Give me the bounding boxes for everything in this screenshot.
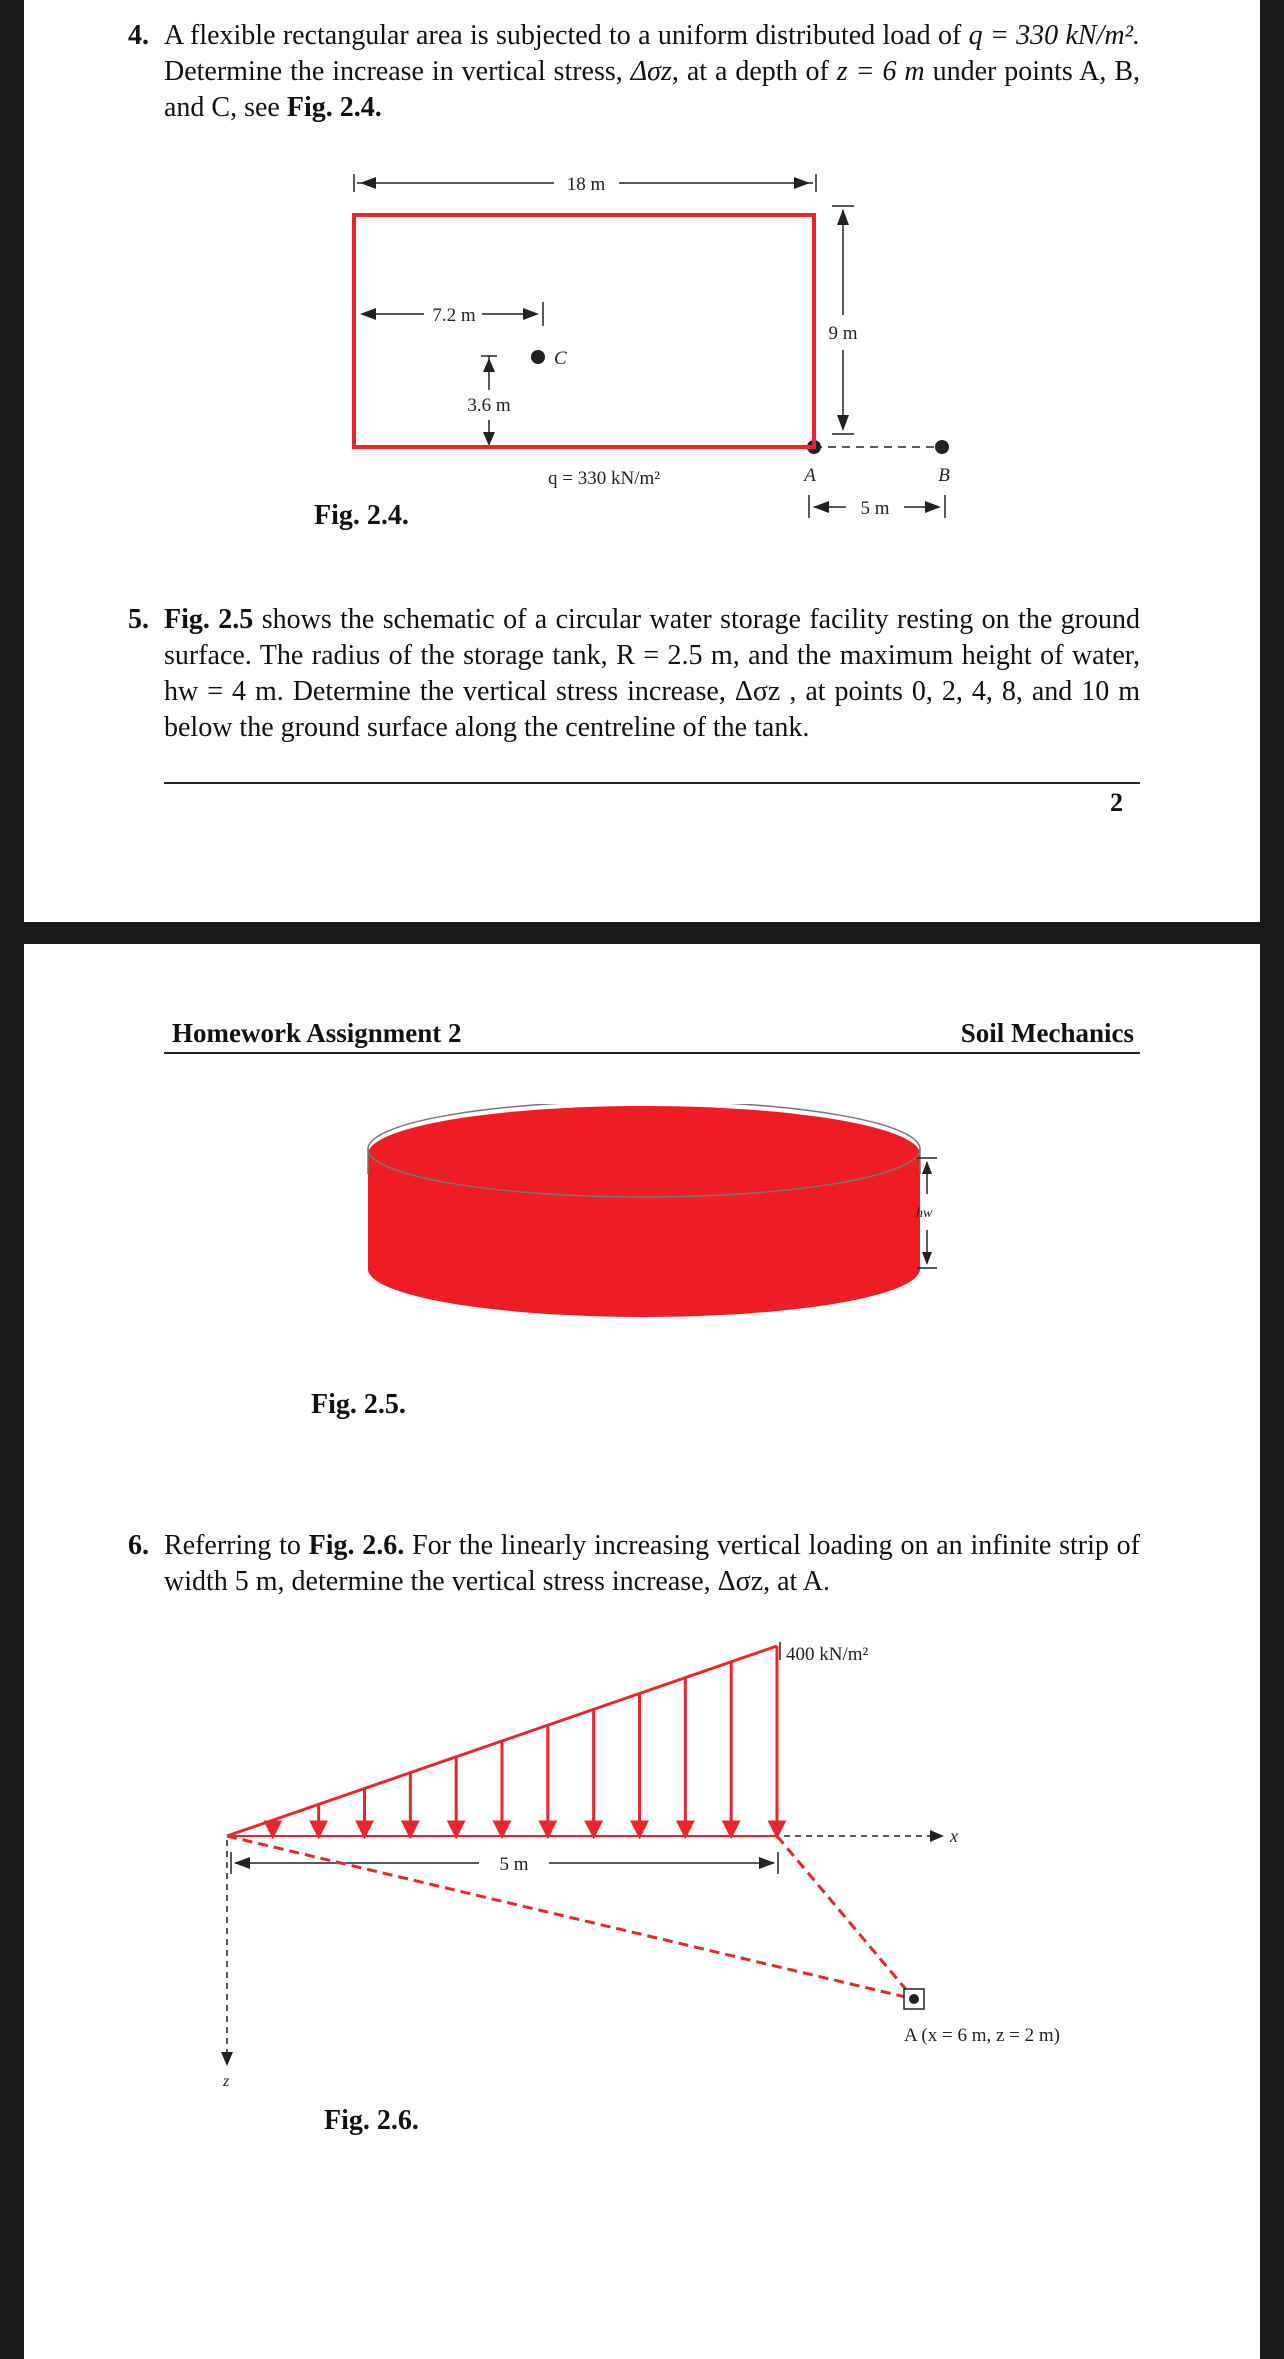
arrowhead xyxy=(234,1857,250,1869)
loaded-area-rectangle xyxy=(354,215,814,447)
arrowhead xyxy=(837,209,849,225)
problem-5-text: shows the schematic of a circular water storage facility resting on the ground surface. The radius of the storage tank, R = 2.5 m, and the maximum height of water, hw = 4 m. Determine the vertical stress increase, Δσz , at points 0, 2, 4, 8, and 10 m below the ground surface along the centreline of the tank. xyxy=(164,604,1140,743)
arrowhead xyxy=(794,177,810,189)
load-arrow-head xyxy=(678,1822,692,1836)
load-arrow-head xyxy=(449,1822,463,1836)
page-1 xyxy=(24,0,1260,922)
y-offset-label: 3.6 m xyxy=(467,395,511,416)
point-a-label: A xyxy=(804,465,816,486)
figure-2-4-caption: Fig. 2.4. xyxy=(314,500,409,531)
problem-6-text-2: For the linearly increasing vertical loading on an infinite strip of width 5 m, determine the vertical stress increase, Δσz, at A. xyxy=(164,1530,1140,1597)
figure-2-5 xyxy=(24,1104,1260,1384)
load-arrow-head xyxy=(358,1822,372,1836)
point-b-marker xyxy=(935,440,949,454)
footer-rule xyxy=(164,782,1140,784)
arrowhead xyxy=(813,501,829,513)
z-axis-arrowhead xyxy=(221,2052,233,2066)
point-a-marker xyxy=(909,1994,919,2004)
load-label: q = 330 kN/m² xyxy=(548,468,660,489)
load-arrow-head xyxy=(724,1822,738,1836)
load-arrows xyxy=(266,1646,784,1836)
figure-2-6 xyxy=(24,1634,1260,2104)
load-label: 400 kN/m² xyxy=(786,1644,869,1665)
width-label: 18 m xyxy=(566,174,606,195)
water-surface xyxy=(368,1106,920,1202)
point-c-marker xyxy=(531,350,545,364)
problem-4-text-2: Determine the increase in vertical stress, xyxy=(164,56,631,87)
x-axis-arrowhead xyxy=(930,1830,944,1842)
load-arrow-head xyxy=(403,1822,417,1836)
load-arrow-head xyxy=(770,1822,784,1836)
arrowhead xyxy=(925,501,941,513)
problem-4 xyxy=(128,18,1141,126)
header-left: Homework Assignment 2 xyxy=(172,1018,462,1048)
problem-4-number: 4. xyxy=(128,20,149,51)
load-arrow-head xyxy=(312,1822,326,1836)
figure-2-4 xyxy=(24,160,1260,560)
arrowhead xyxy=(360,177,376,189)
height-label: 9 m xyxy=(828,323,858,344)
width-label: 5 m xyxy=(499,1854,529,1875)
arrowhead xyxy=(483,432,495,446)
dashed-line-to-a xyxy=(227,1836,914,1999)
problem-4-stress-symbol: Δσz xyxy=(630,56,672,87)
problem-4-fig-ref: Fig. 2.4. xyxy=(286,92,382,123)
problem-4-load: q = 330 kN/m². xyxy=(968,20,1140,51)
offset-label: 5 m xyxy=(860,498,890,519)
problem-4-depth: z = 6 m xyxy=(836,56,925,87)
arrowhead xyxy=(523,308,539,320)
problem-5 xyxy=(128,602,1140,746)
load-arrow-head xyxy=(495,1822,509,1836)
arrowhead xyxy=(922,1161,932,1174)
hw-label: hw xyxy=(916,1206,933,1221)
load-arrow-head xyxy=(266,1822,280,1836)
point-b-label: B xyxy=(938,465,950,486)
page-2 xyxy=(24,944,1260,2359)
point-a-label: A (x = 6 m, z = 2 m) xyxy=(904,2025,1060,2046)
problem-4-text-4: under points A, B, and C, see xyxy=(164,56,1141,123)
arrowhead xyxy=(483,358,495,372)
page-number: 2 xyxy=(1110,788,1123,817)
header-rule xyxy=(164,1052,1140,1054)
x-offset-label: 7.2 m xyxy=(432,305,476,326)
figure-2-6-caption: Fig. 2.6. xyxy=(324,2105,419,2136)
load-arrow-head xyxy=(633,1822,647,1836)
arrowhead xyxy=(360,308,376,320)
problem-5-number: 5. xyxy=(128,604,149,635)
x-axis-label: x xyxy=(950,1826,958,1846)
problem-6-number: 6. xyxy=(128,1530,149,1561)
problem-6-fig-ref: Fig. 2.6. xyxy=(308,1530,405,1561)
problem-6-text-1: Referring to xyxy=(164,1530,309,1561)
header-right: Soil Mechanics xyxy=(960,1018,1134,1048)
point-c-label: C xyxy=(554,348,567,369)
figure-2-5-caption: Fig. 2.5. xyxy=(311,1389,406,1420)
z-axis-label: z xyxy=(223,2073,230,2090)
arrowhead xyxy=(922,1252,932,1265)
problem-5-fig-ref: Fig. 2.5 xyxy=(164,604,254,635)
arrowhead xyxy=(759,1857,775,1869)
problem-6 xyxy=(128,1528,1140,1600)
arrowhead xyxy=(837,415,849,431)
problem-4-text-1: A flexible rectangular area is subjected to a uniform distributed load of xyxy=(164,20,969,51)
problem-4-text-3: , at a depth of xyxy=(671,56,837,87)
dashed-line-to-a xyxy=(777,1836,914,1999)
load-arrow-head xyxy=(541,1822,555,1836)
load-arrow-head xyxy=(587,1822,601,1836)
